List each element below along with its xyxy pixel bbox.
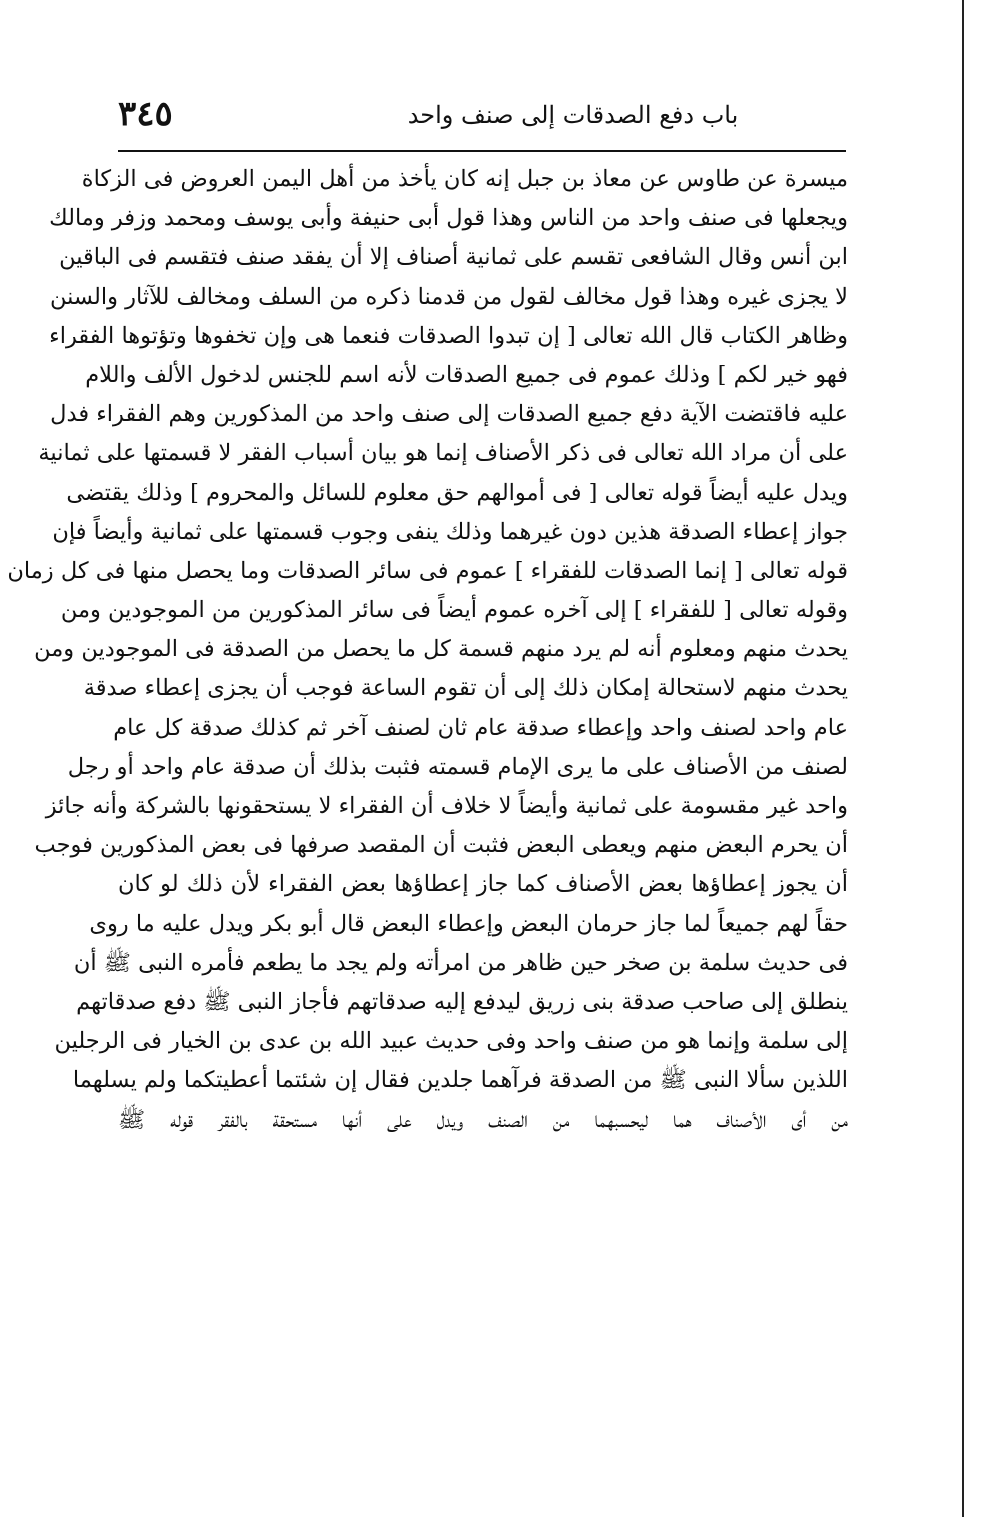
- text-line: أن يحرم البعض منهم ويعطى البعض فثبت أن المقصد صرفها فى بعض المذكورين فوجب: [34, 832, 848, 859]
- text-line: على أن مراد الله تعالى فى ذكر الأصناف إنما هو بيان أسباب الفقر لا قسمتها على ثمانية: [38, 440, 848, 467]
- text-line: ينطلق إلى صاحب صدقة بنى زريق ليدفع إليه صدقاتهم فأجاز النبى ﷺ دفع صدقاتهم: [76, 988, 848, 1015]
- text-line: من أى الأصناف هما ليحسبهما من الصنف ويدل على أنها مستحقة بالفقر قوله ﷺ: [118, 1106, 848, 1133]
- text-line: جواز إعطاء الصدقة هذين دون غيرهما وذلك ينفى وجوب قسمتها على ثمانية وأيضاً فإن: [52, 518, 848, 545]
- text-line: ويجعلها فى صنف واحد من الناس وهذا قول أبى حنيفة وأبى يوسف ومحمد وزفر ومالك: [49, 205, 848, 232]
- page-binding-edge: [962, 0, 964, 1517]
- text-line: لصنف من الأصناف على ما يرى الإمام قسمته فثبت بذلك أن صدقة عام واحد أو رجل: [67, 753, 848, 780]
- text-line: ميسرة عن طاوس عن معاذ بن جبل إنه كان يأخذ من أهل اليمن العروض فى الزكاة: [81, 166, 848, 192]
- running-header: [118, 92, 843, 142]
- text-line: اللذين سألا النبى ﷺ من الصدقة فرآهما جلدين فقال إن شئتما أعطيتكما ولم يسلهما: [72, 1067, 848, 1094]
- text-line: وقوله تعالى [ للفقراء ] إلى آخره عموم أيضاً فى سائر المذكورين من الموجودين ومن: [60, 597, 848, 624]
- text-line: عام واحد لصنف واحد وإعطاء صدقة عام ثان لصنف آخر ثم كذلك صدقة كل عام: [113, 714, 848, 741]
- body-text: [7, 160, 848, 1140]
- text-line: لا يجزى غيره وهذا قول مخالف لقول من قدمنا ذكره من السلف ومخالف للآثار والسنن: [50, 283, 848, 310]
- text-line: عليه فاقتضت الآية دفع جميع الصدقات إلى صنف واحد من المذكورين وهم الفقراء فدل: [50, 401, 848, 428]
- text-line: يحدث منهم ومعلوم أنه لم يرد منهم قسمة كل ما يحصل من الصدقة فى الموجودين ومن: [34, 636, 848, 663]
- text-line: أن يجوز إعطاؤها بعض الأصناف كما جاز إعطاؤها بعض الفقراء لأن ذلك لو كان: [118, 871, 848, 898]
- text-line: واحد غير مقسومة على ثمانية وأيضاً لا خلاف أن الفقراء لا يستحقونها بالشركة وأنه جائز: [45, 793, 848, 819]
- page-number: ٣٤٥: [118, 94, 173, 134]
- header-rule: [118, 150, 846, 152]
- text-line: وظاهر الكتاب قال الله تعالى [ إن تبدوا الصدقات فنعما هى وإن تخفوها وتؤتوها الفقراء: [49, 322, 848, 349]
- text-line: فى حديث سلمة بن صخر حين ظاهر من امرأته ولم يجد ما يطعم فأمره النبى ﷺ أن: [73, 949, 848, 976]
- text-line: يحدث منهم لاستحالة إمكان ذلك إلى أن تقوم الساعة فوجب أن يجزى إعطاء صدقة: [83, 675, 848, 702]
- text-line: قوله تعالى [ إنما الصدقات للفقراء ] عموم فى سائر الصدقات وما يحصل منها فى كل زمان: [7, 557, 848, 584]
- text-line: ويدل عليه أيضاً قوله تعالى [ فى أموالهم حق معلوم للسائل والمحروم ] وذلك يقتضى: [66, 479, 848, 506]
- text-line: إلى سلمة وإنما هو من صنف واحد وفى حديث عبيد الله بن عدى بن الخيار فى الرجلين: [54, 1028, 848, 1055]
- text-line: ابن أنس وقال الشافعى تقسم على ثمانية أصناف إلا أن يفقد صنف فتقسم فى الباقين: [59, 244, 848, 271]
- text-line: فهو خير لكم ] وذلك عموم فى جميع الصدقات لأنه اسم للجنس لدخول الألف واللام: [85, 361, 848, 388]
- chapter-title: باب دفع الصدقات إلى صنف واحد: [407, 101, 739, 129]
- text-line: حقاً لهم جميعاً لما جاز حرمان البعض وإعطاء البعض قال أبو بكر ويدل عليه ما روى: [89, 910, 848, 937]
